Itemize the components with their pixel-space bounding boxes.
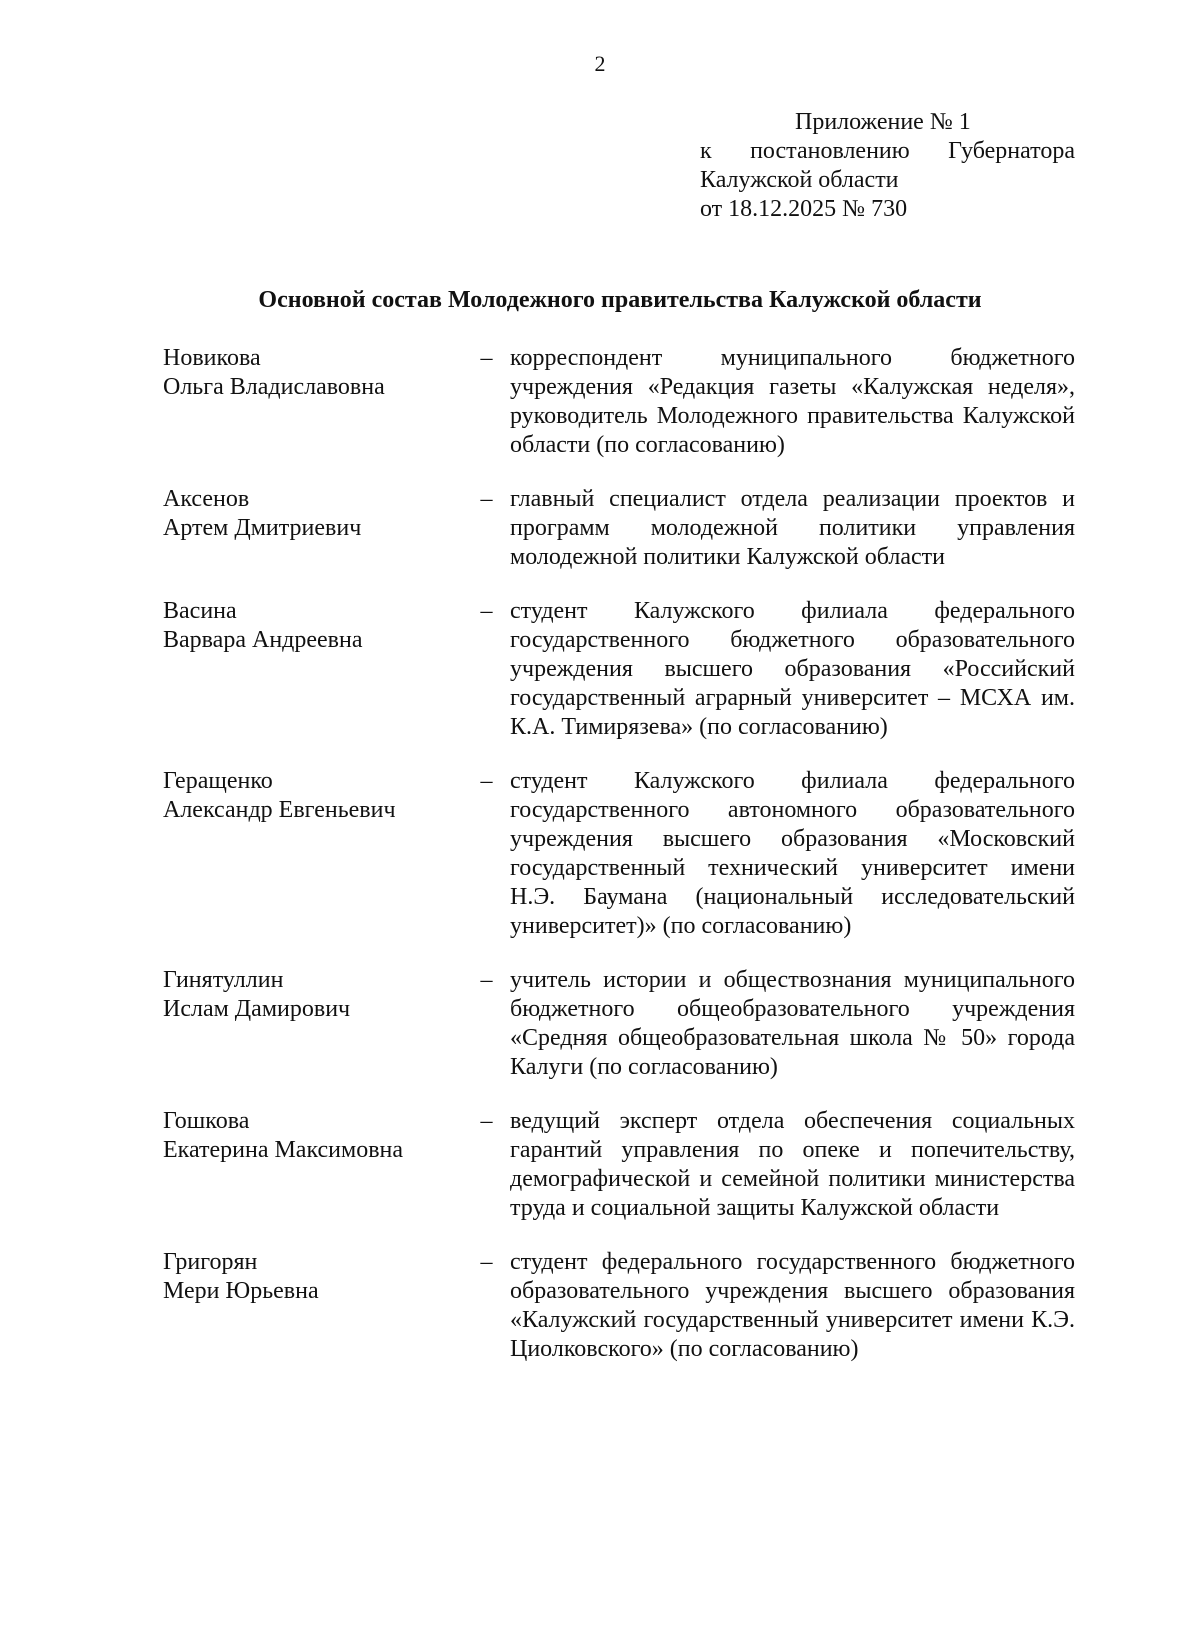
document-title: Основной состав Молодежного правительства Калужской области (258, 287, 982, 313)
member-position: ведущий эксперт отдела обеспечения социальных гарантий управления по опеке и попечительству, демографической и семейной политики министерства труда и социальной защиты Калужской области (510, 1108, 1075, 1221)
member-given-names: Варвара Андреевна (163, 627, 363, 653)
member-surname: Гошкова (163, 1108, 250, 1134)
member-name (163, 1248, 463, 1306)
appendix-title: Приложение № 1 (795, 109, 971, 135)
dash-separator: – (480, 1249, 493, 1275)
member-given-names: Ольга Владиславовна (163, 374, 385, 400)
member-position: корреспондент муниципального бюджетного учреждения «Редакция газеты «Калужская неделя», руководитель Молодежного правительства Калужской области (по согласованию) (510, 345, 1075, 458)
appendix-date-number: от 18.12.2025 № 730 (700, 196, 908, 222)
dash-separator: – (480, 768, 493, 794)
member-given-names: Александр Евгеньевич (163, 797, 396, 823)
member-row (163, 485, 1075, 572)
member-surname: Григорян (163, 1249, 258, 1275)
member-row (163, 597, 1075, 742)
member-position: студент федерального государственного бюджетного образовательного учреждения высшего образования «Калужский государственный университет имени К.Э. Циолковского» (по согласованию) (510, 1249, 1075, 1362)
dash-separator: – (480, 598, 493, 624)
member-name (163, 597, 463, 655)
member-row (163, 344, 1075, 460)
page-number: 2 (594, 51, 606, 76)
member-position: главный специалист отдела реализации проектов и программ молодежной политики управления молодежной политики Калужской области (510, 486, 1075, 570)
member-row (163, 966, 1075, 1082)
member-name (163, 485, 463, 543)
member-surname: Геращенко (163, 768, 273, 794)
member-given-names: Мери Юрьевна (163, 1278, 319, 1304)
dash-separator: – (480, 967, 493, 993)
member-surname: Васина (163, 598, 237, 624)
member-given-names: Екатерина Максимовна (163, 1137, 404, 1163)
member-name (163, 344, 463, 402)
member-position: студент Калужского филиала федерального государственного автономного образовательного учреждения высшего образования «Московский государственный технический университет имени Н.Э. Баумана (национальный исследовательский университет)» (по согласованию) (510, 768, 1075, 939)
member-name (163, 1107, 463, 1165)
member-row (163, 1248, 1075, 1364)
members-list (163, 344, 1075, 1364)
dash-separator: – (480, 486, 493, 512)
member-given-names: Артем Дмитриевич (163, 515, 362, 541)
appendix-region: Калужской области (700, 167, 899, 193)
appendix-reference: к постановлению Губернатора (700, 138, 1075, 164)
member-row (163, 767, 1075, 941)
member-name (163, 767, 463, 825)
appendix-header (700, 108, 1075, 224)
member-given-names: Ислам Дамирович (163, 996, 351, 1022)
member-position: студент Калужского филиала федерального государственного бюджетного образовательного учреждения высшего образования «Российский государственный аграрный университет – МСХА им. К.А. Тимирязева» (по согласованию) (510, 598, 1075, 740)
member-row (163, 1107, 1075, 1223)
member-surname: Гинятуллин (163, 967, 284, 993)
member-surname: Аксенов (163, 486, 250, 512)
member-surname: Новикова (163, 345, 261, 371)
dash-separator: – (480, 1108, 493, 1134)
member-name (163, 966, 463, 1024)
member-position: учитель истории и обществознания муниципального бюджетного общеобразовательного учреждения «Средняя общеобразовательная школа № 50» города Калуги (по согласованию) (510, 967, 1075, 1080)
dash-separator: – (480, 345, 493, 371)
